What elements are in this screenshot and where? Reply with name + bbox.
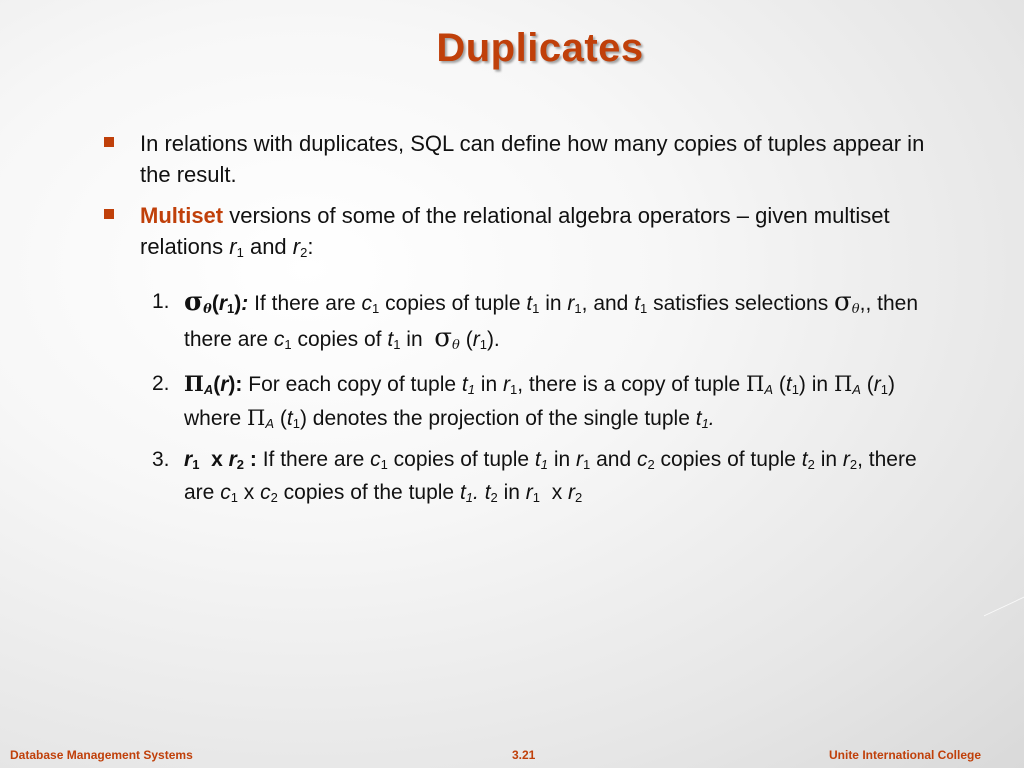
square-bullet-icon — [104, 209, 114, 219]
numbered-item-2: 2. $\Pi_A(r)$: For each copy of tuple $t_1$ in $r_1$, there is a copy of tuple $\Pi_A$ $(t_1)$ in $\Pi_A$ $(r_1)$ where $\Pi_A$ $(t_1)$ denotes the projection of the single tuple $t_1$. — [152, 371, 895, 431]
text: and — [590, 448, 637, 471]
text: copies of tuple — [387, 448, 535, 471]
text: in — [814, 448, 843, 471]
text: where — [184, 407, 248, 430]
footer-page-number: 3.21 — [512, 748, 536, 762]
pi-symbol: Π — [833, 372, 853, 396]
numbered-item-1: 1. $\sigma_\theta(r_1)$: If there are $c_1$ copies of tuple $t_1$ in $r_1$, and $t_1$ satisfies selections $\sigma_\theta$,, then there are $c_1$ copies of $t_1$ in $\sigma_\theta$ $(r_1)$. — [152, 287, 918, 353]
text: copies of — [291, 328, 388, 351]
bullet-text: In relations with duplicates, SQL can define how many copies of tuples appear in the result. — [140, 131, 925, 187]
var-r: r — [229, 234, 237, 259]
text: , then there are — [184, 292, 918, 351]
text: copies of tuple — [379, 292, 527, 315]
square-bullet-icon — [104, 137, 114, 147]
text: in — [805, 373, 834, 396]
pi-symbol: Π — [184, 371, 204, 396]
text-and: and — [243, 234, 293, 259]
bullet-text: versions of some of the relational algebra operators – given multiset relations — [140, 203, 890, 259]
text: in — [474, 373, 503, 396]
footer-institution: Unite International College — [828, 748, 981, 762]
text: , there are — [184, 448, 917, 504]
subscript: 1 — [236, 245, 244, 260]
pi-symbol: Π — [746, 372, 765, 396]
numbered-list — [152, 288, 952, 520]
item-number: 2. — [152, 372, 170, 395]
text: in — [548, 448, 577, 471]
text-colon: : — [307, 234, 314, 259]
text: If there are — [248, 292, 362, 315]
footer-course-name: Database Management Systems — [10, 748, 193, 762]
bullet-item — [100, 200, 960, 268]
text: copies of the tuple — [277, 481, 460, 504]
text: copies of tuple — [654, 448, 802, 471]
text: satisfies selections — [647, 292, 835, 315]
text: , there is a copy of tuple — [517, 373, 747, 396]
text: denotes the projection of the single tuple — [306, 407, 696, 430]
subscript: 2 — [300, 245, 308, 260]
text: For each copy of tuple — [242, 373, 462, 396]
item-number: 3. — [152, 448, 170, 471]
sigma-symbol: σ — [834, 287, 852, 317]
theta-symbol: θ — [203, 302, 212, 317]
corner-decoration — [984, 597, 1024, 677]
bullet-item — [100, 128, 960, 190]
text: If there are — [256, 448, 371, 471]
bullet-list — [100, 128, 960, 278]
text: in — [497, 481, 526, 504]
sigma-symbol: σ — [184, 287, 204, 317]
var-r: r — [292, 234, 301, 259]
text: in — [400, 328, 429, 351]
slide-title: Duplicates — [436, 26, 644, 70]
pi-symbol: Π — [247, 406, 266, 430]
sigma-symbol: σ — [434, 323, 453, 353]
text: , and — [581, 292, 635, 315]
item-number: 1. — [152, 290, 170, 313]
highlight-term: Multiset — [140, 203, 224, 228]
numbered-item-3: 3. $r_1$ x $r_2$ : If there are $c_1$ copies of tuple $t_1$ in $r_1$ and $c_2$ copies of tuple $t_2$ in $r_2$, there are $c_1$ x $c_2$ copies of the tuple $t_1$. $t_2$ in $r_1$ x $r_2$ — [152, 448, 917, 505]
text: in — [539, 292, 568, 315]
